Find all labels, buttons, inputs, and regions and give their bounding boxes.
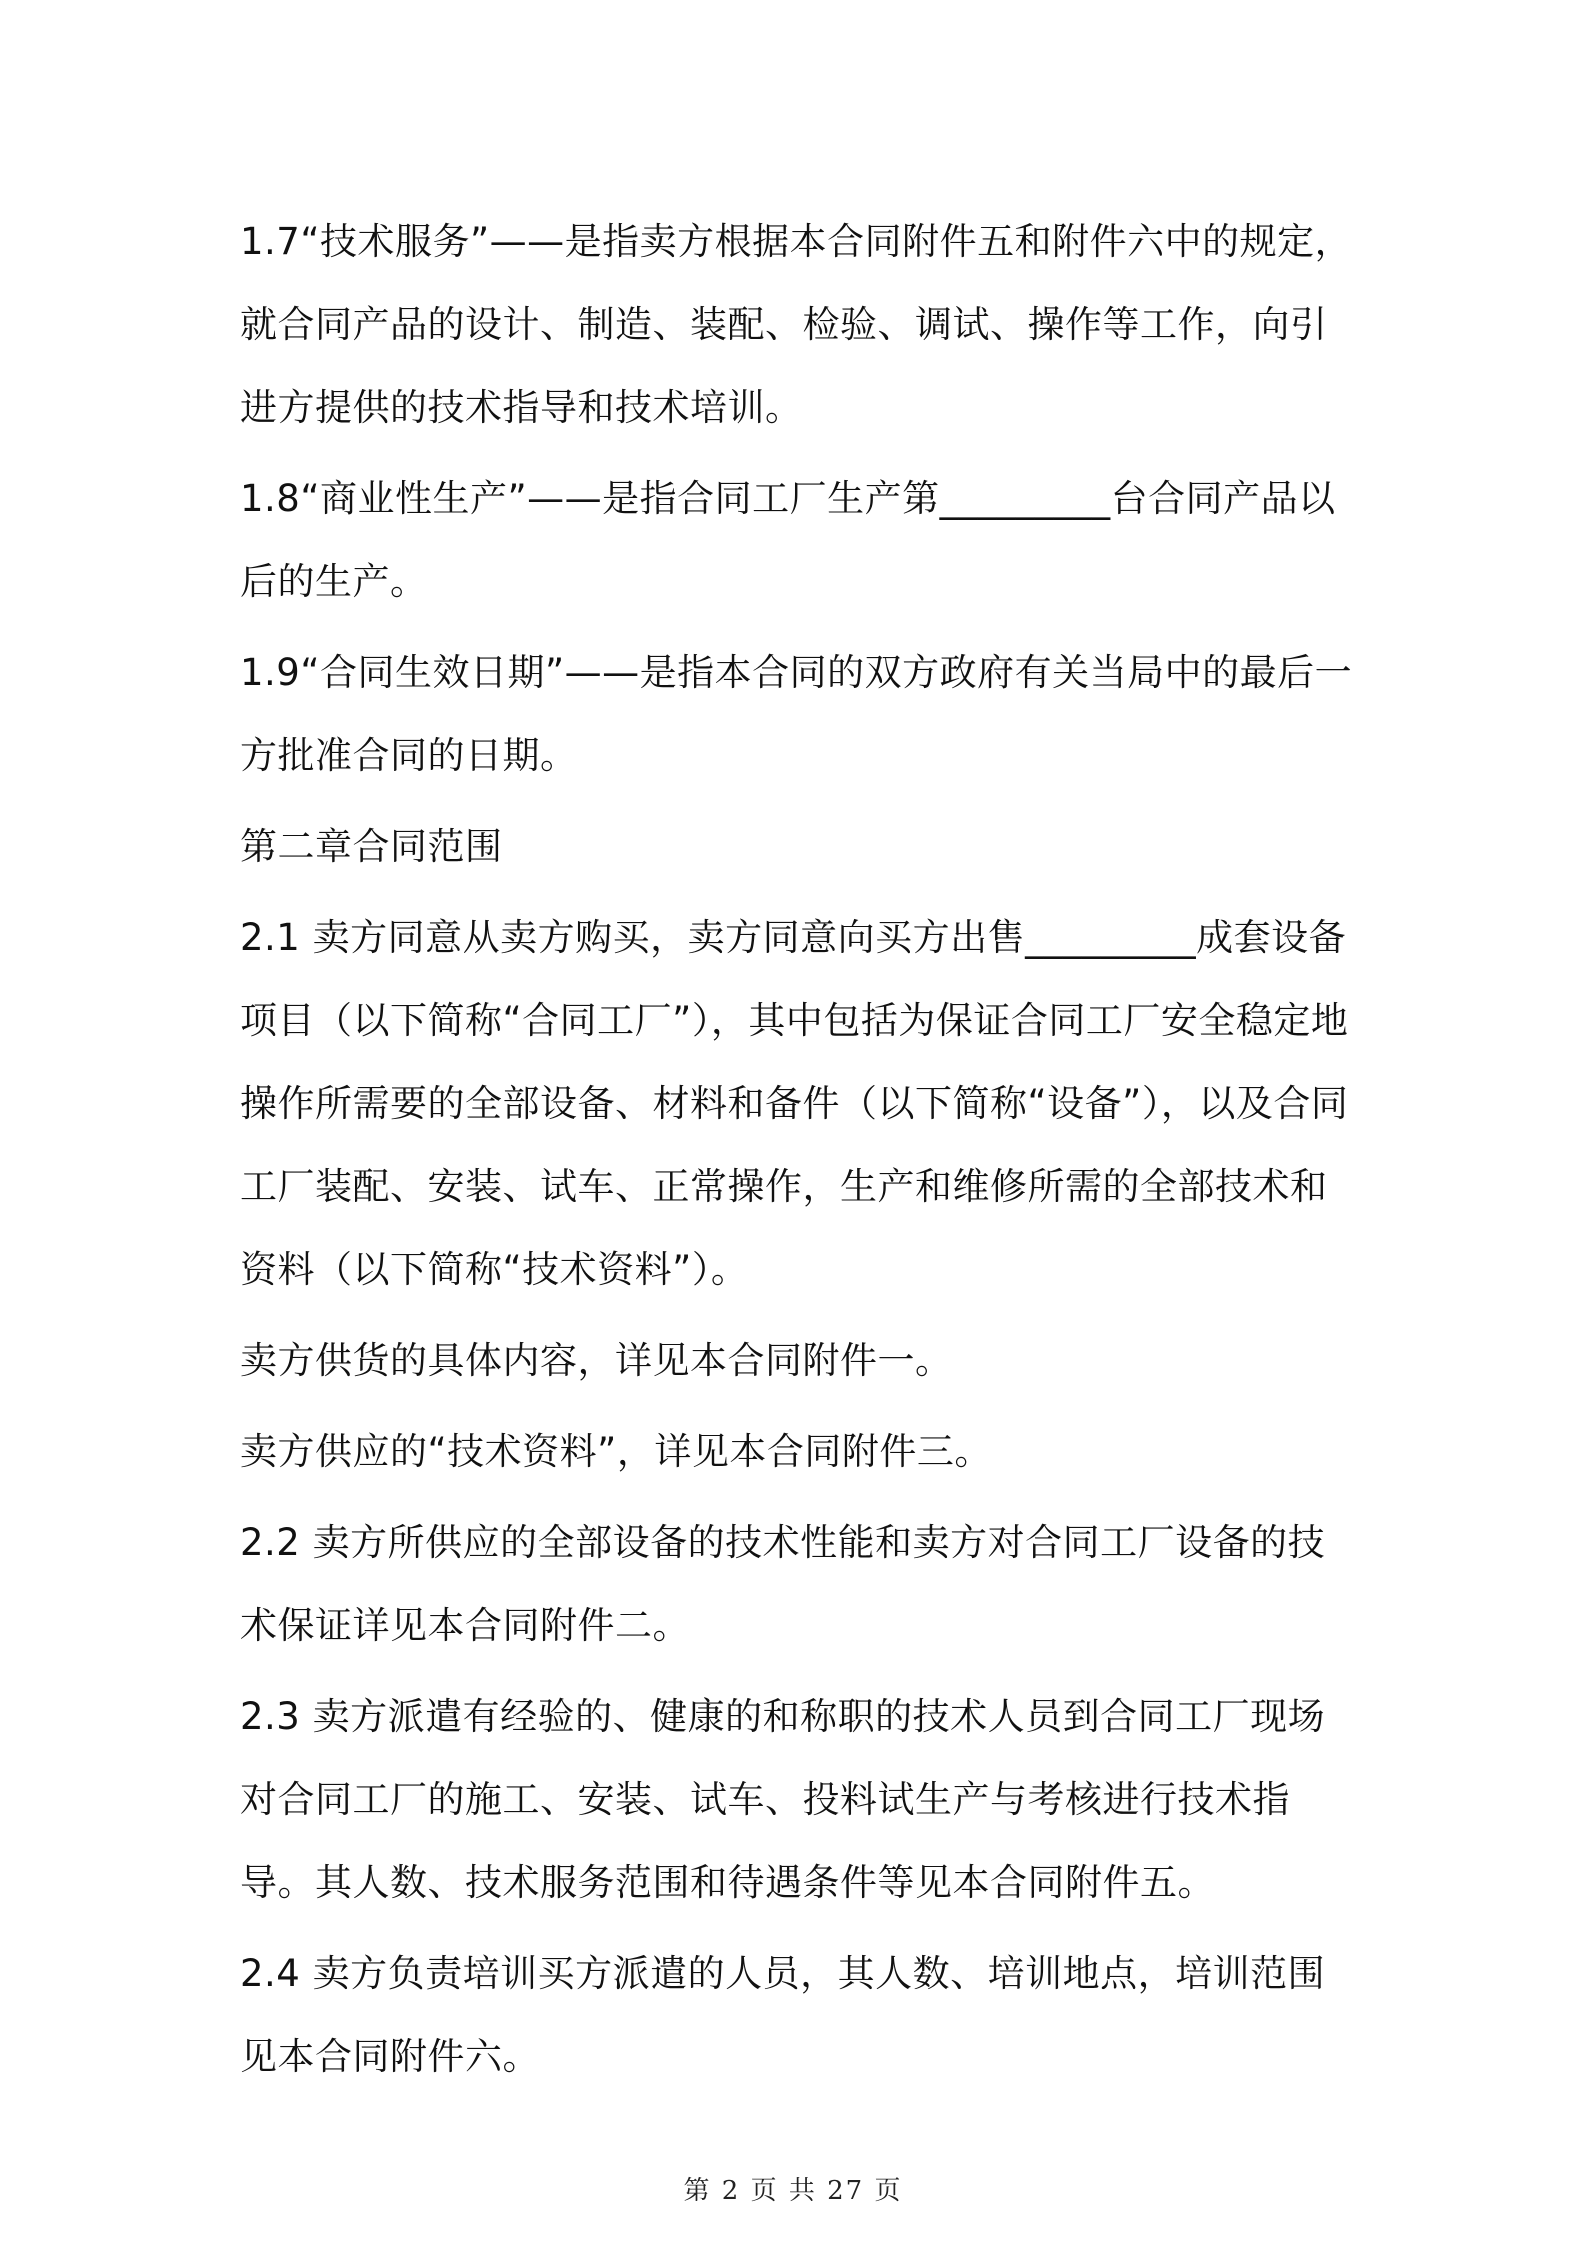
clause-1-9: 1.9“合同生效日期”——是指本合同的双方政府有关当局中的最后一方批准合同的日期。 — [240, 651, 1353, 777]
clause-2-4: 2.4 卖方负责培训买方派遣的人员，其人数、培训地点，培训范围见本合同附件六。 — [240, 1952, 1326, 2078]
document-body — [240, 200, 1360, 2098]
supply-content-note: 卖方供货的具体内容，详见本合同附件一。 — [240, 1339, 953, 1382]
clause-1-7: 1.7“技术服务”——是指卖方根据本合同附件五和附件六中的规定，就合同产品的设计、制造、装配、检验、调试、操作等工作，向引进方提供的技术指导和技术培训。 — [240, 220, 1353, 429]
clause-2-3: 2.3 卖方派遣有经验的、健康的和称职的技术人员到合同工厂现场对合同工厂的施工、安装、试车、投料试生产与考核进行技术指导。其人数、技术服务范围和待遇条件等见本合同附件五。 — [240, 1695, 1326, 1904]
clause-2-1: 2.1 卖方同意从卖方购买，卖方同意向买方出售_________成套设备项目（以下简称“合同工厂”），其中包括为保证合同工厂安全稳定地操作所需要的全部设备、材料和备件（以下简称“设备”），以及合同工厂装配、安装、试车、正常操作，生产和维修所需的全部技术和资料（以下简称“技术资料”）。 — [240, 916, 1349, 1291]
page-number-footer: 第 2 页 共 27 页 — [683, 2176, 903, 2206]
technical-docs-note: 卖方供应的“技术资料”，详见本合同附件三。 — [240, 1430, 992, 1473]
clause-1-8: 1.8“商业性生产”——是指合同工厂生产第_________台合同产品以后的生产。 — [240, 477, 1336, 603]
clause-2-2: 2.2 卖方所供应的全部设备的技术性能和卖方对合同工厂设备的技术保证详见本合同附件二。 — [240, 1521, 1326, 1647]
chapter-heading: 第二章合同范围 — [240, 825, 503, 868]
